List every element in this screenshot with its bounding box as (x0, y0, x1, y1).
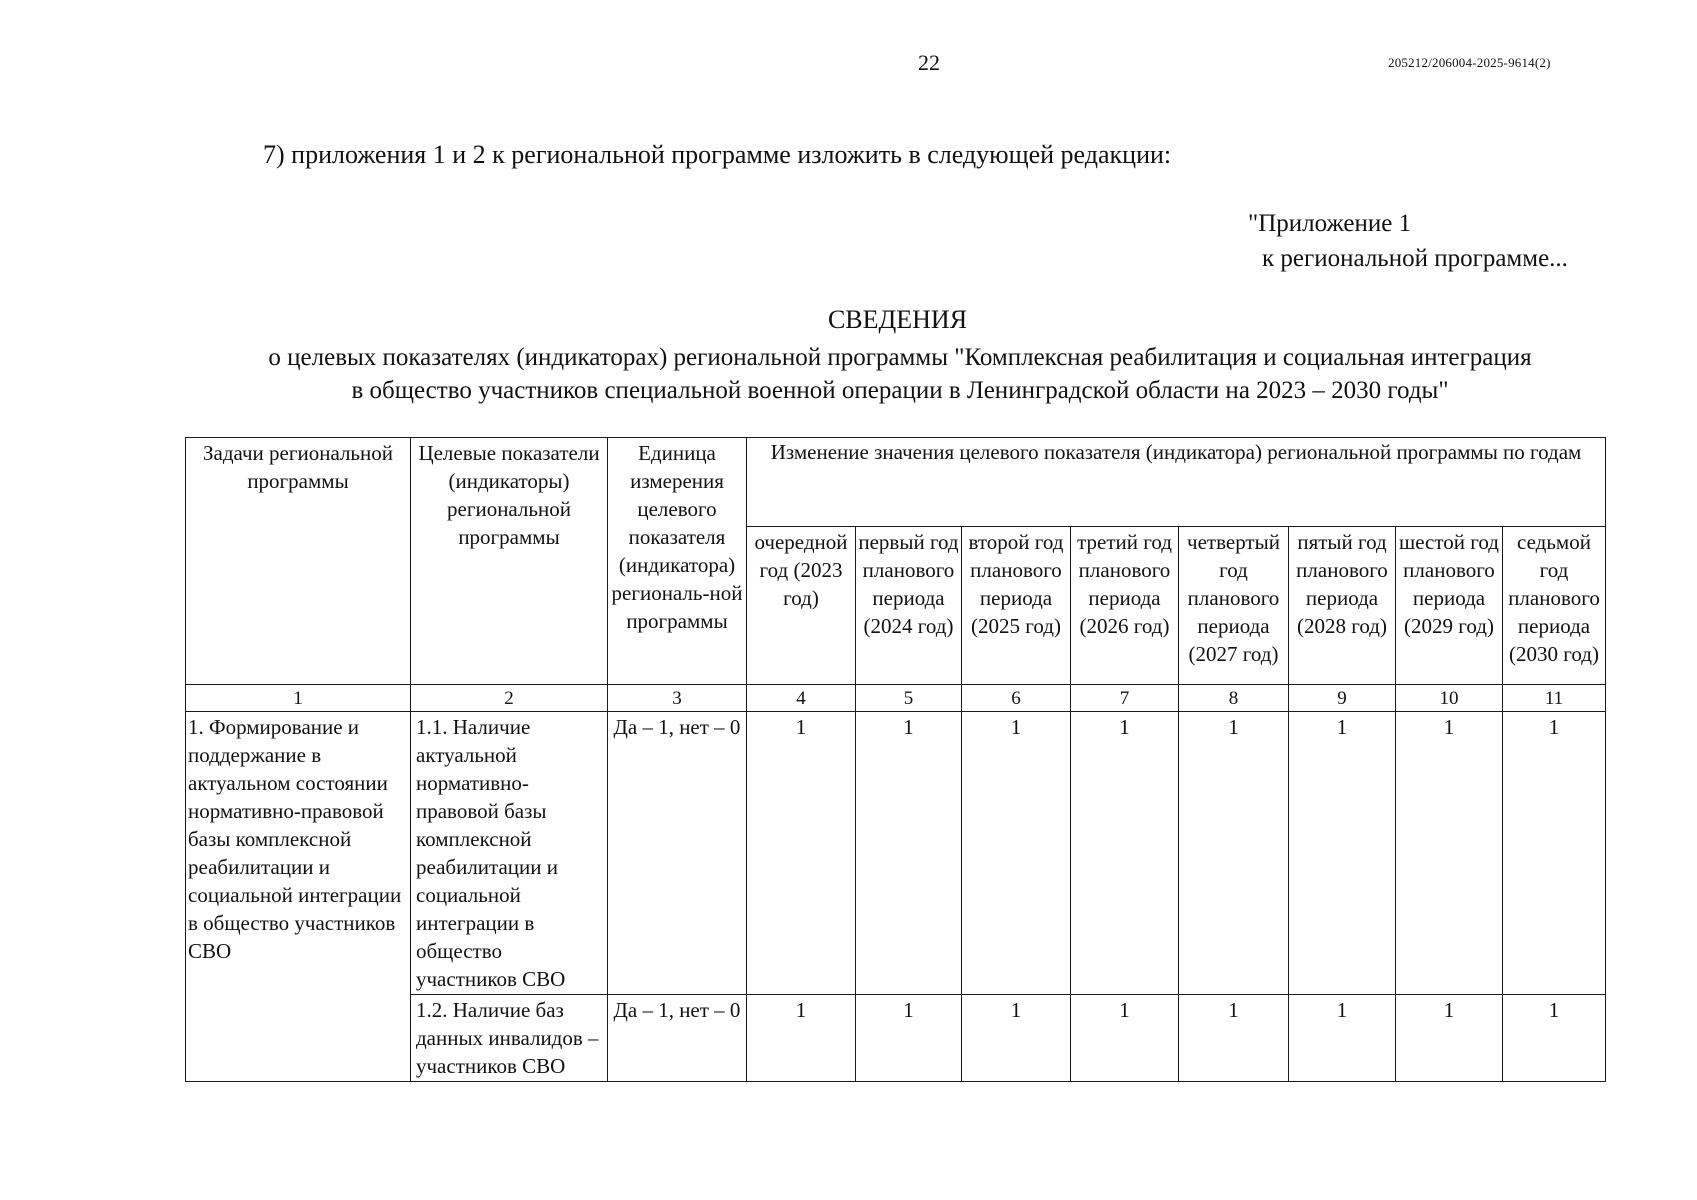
value-cell: 1 (856, 995, 962, 1082)
value-cell: 1 (856, 712, 962, 995)
value-cell: 1 (747, 995, 856, 1082)
unit-cell: Да – 1, нет – 0 (608, 712, 747, 995)
header-year-2026: третий год планового периода (2026 год) (1071, 527, 1179, 685)
indicators-table-container (185, 437, 1605, 1081)
task-cell: 1. Формирование и поддержание в актуальном состоянии нормативно-правовой базы комплексной реабилитации и социальной интеграции в общество участников СВО (186, 712, 411, 1082)
column-number: 10 (1396, 685, 1503, 712)
column-number: 11 (1503, 685, 1606, 712)
appendix-label: "Приложение 1 (1248, 210, 1412, 237)
header-year-2025: второй год планового периода (2025 год) (962, 527, 1071, 685)
value-cell: 1 (962, 995, 1071, 1082)
document-title: СВЕДЕНИЯ (827, 305, 968, 334)
column-number: 4 (747, 685, 856, 712)
indicator-cell: 1.2. Наличие баз данных инвалидов – участников СВО (411, 995, 608, 1082)
document-subtitle (200, 341, 1600, 407)
unit-cell: Да – 1, нет – 0 (608, 995, 747, 1082)
header-indicators: Целевые показатели (индикаторы) региональной программы (411, 438, 608, 685)
value-cell: 1 (1179, 995, 1289, 1082)
appendix-program-label: к региональной программе... (1262, 245, 1568, 272)
header-change-by-years: Изменение значения целевого показателя (индикатора) региональной программы по годам (747, 438, 1606, 527)
subtitle-line-2: в общество участников специальной военной операции в Ленинградской области на 2023 – 2030 годы" (351, 377, 1449, 404)
column-number: 5 (856, 685, 962, 712)
value-cell: 1 (1179, 712, 1289, 995)
document-code: 205212/206004-2025-9614(2) (1388, 55, 1551, 70)
value-cell: 1 (1503, 995, 1606, 1082)
column-number: 7 (1071, 685, 1179, 712)
page-number: 22 (918, 50, 940, 75)
indicator-cell: 1.1. Наличие актуальной нормативно-правовой базы комплексной реабилитации и социальной интеграции в общество участников СВО (411, 712, 608, 995)
header-tasks: Задачи региональной программы (186, 438, 411, 685)
header-year-2027: четвертый год планового периода (2027 год) (1179, 527, 1289, 685)
value-cell: 1 (1396, 995, 1503, 1082)
value-cell: 1 (1503, 712, 1606, 995)
value-cell: 1 (1289, 712, 1396, 995)
header-year-2023: очередной год (2023 год) (747, 527, 856, 685)
column-number: 6 (962, 685, 1071, 712)
table-row (186, 712, 1606, 995)
value-cell: 1 (1071, 712, 1179, 995)
indicators-table (185, 437, 1606, 1082)
column-numbers-row (186, 685, 1606, 712)
header-year-2028: пятый год планового периода (2028 год) (1289, 527, 1396, 685)
value-cell: 1 (1071, 995, 1179, 1082)
column-number: 8 (1179, 685, 1289, 712)
value-cell: 1 (1289, 995, 1396, 1082)
instruction-text: 7) приложения 1 и 2 к региональной программе изложить в следующей редакции: (263, 140, 1172, 169)
value-cell: 1 (1396, 712, 1503, 995)
header-year-2024: первый год планового периода (2024 год) (856, 527, 962, 685)
header-year-2029: шестой год планового периода (2029 год) (1396, 527, 1503, 685)
column-number: 1 (186, 685, 411, 712)
table-header-row-1 (186, 438, 1606, 527)
header-year-2030: седьмой год планового периода (2030 год) (1503, 527, 1606, 685)
value-cell: 1 (747, 712, 856, 995)
column-number: 3 (608, 685, 747, 712)
column-number: 2 (411, 685, 608, 712)
column-number: 9 (1289, 685, 1396, 712)
subtitle-line-1: о целевых показателях (индикаторах) региональной программы "Комплексная реабилитация и социальная интеграция (268, 344, 1532, 371)
header-unit: Единица измерения целевого показателя (индикатора) региональ-ной программы (608, 438, 747, 685)
value-cell: 1 (962, 712, 1071, 995)
